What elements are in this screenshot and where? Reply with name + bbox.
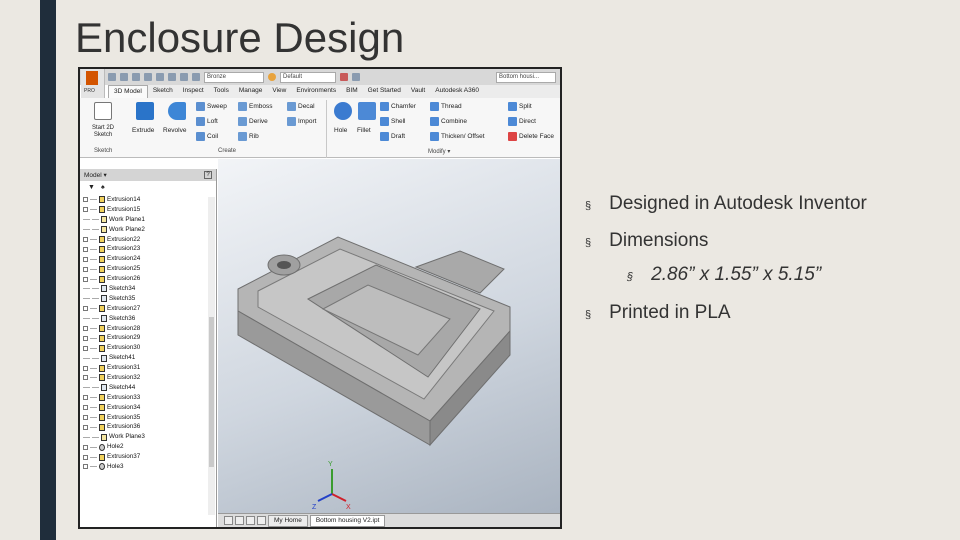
tree-item-label: Sketch35 [109, 294, 136, 302]
tree-item-label: Work Plane3 [109, 433, 145, 441]
decal-icon [287, 102, 296, 111]
browser-tree-item[interactable] [80, 195, 216, 205]
sketch-icon [101, 384, 107, 391]
bullet-marker: § [585, 309, 592, 321]
decal-label: Decal [298, 103, 315, 110]
browser-tree-item[interactable] [80, 462, 216, 472]
model-browser [80, 169, 217, 529]
extrude-icon[interactable] [136, 102, 154, 120]
find-icon[interactable]: ♠ [100, 184, 105, 191]
delete-face-label: Delete Face [519, 133, 555, 140]
rib-button[interactable] [238, 132, 259, 141]
tree-connector [92, 437, 99, 438]
start-sketch-button[interactable]: Start 2D Sketch [91, 125, 114, 138]
tree-item-label: Extrusion37 [107, 453, 141, 461]
tree-connector [90, 407, 97, 408]
tree-connector [83, 358, 90, 359]
tree-item-label: Extrusion23 [107, 245, 141, 253]
coil-icon [196, 132, 205, 141]
tree-item-label: Extrusion15 [107, 205, 141, 213]
bullet-item [585, 302, 731, 324]
appearance-dropdown[interactable]: Default [280, 72, 336, 83]
sub-bullet-item [627, 264, 821, 286]
browser-tree-item[interactable] [80, 264, 216, 274]
thicken-label: Thicken/ Offset [441, 133, 485, 140]
delete-face-icon [508, 132, 517, 141]
y-axis-label: Y [328, 461, 333, 468]
expand-toggle[interactable] [83, 395, 88, 400]
browser-tree-item[interactable] [80, 235, 216, 245]
emboss-button[interactable] [238, 102, 272, 111]
tab-bottom-housing[interactable]: Bottom housing V2.ipt [310, 515, 386, 527]
chamfer-icon [380, 102, 389, 111]
browser-tree-item[interactable] [80, 403, 216, 413]
x-axis-icon [332, 494, 346, 501]
z-axis-label: Z [312, 504, 317, 511]
expand-toggle[interactable] [83, 445, 88, 450]
x-axis-label: X [346, 504, 351, 511]
browser-toolbar [80, 181, 216, 195]
home-icon[interactable] [168, 73, 176, 81]
browser-scroll-thumb[interactable] [209, 317, 214, 467]
tree-connector [90, 417, 97, 418]
import-icon [287, 117, 296, 126]
derive-label: Derive [249, 118, 268, 125]
hole-icon[interactable] [334, 102, 352, 120]
tree-connector [90, 466, 97, 467]
tree-connector [90, 397, 97, 398]
hole-icon [99, 444, 105, 451]
loft-label: Loft [207, 118, 218, 125]
chamfer-button[interactable] [380, 102, 416, 111]
fillet-button[interactable]: Fillet [357, 127, 371, 134]
browser-tree-item[interactable] [80, 324, 216, 334]
shell-button[interactable] [380, 117, 405, 126]
draft-button[interactable] [380, 132, 405, 141]
tree-connector [83, 318, 90, 319]
tree-connector [90, 249, 97, 250]
tree-connector [90, 279, 97, 280]
tree-item-label: Extrusion34 [107, 403, 141, 411]
application-menu-button[interactable] [81, 69, 105, 99]
sketch-icon [101, 315, 107, 322]
revolve-icon[interactable] [168, 102, 186, 120]
tree-item-label: Sketch34 [109, 285, 136, 293]
material-dropdown[interactable]: Bronze [204, 72, 264, 83]
loft-button[interactable] [196, 117, 218, 126]
browser-tree-item[interactable] [80, 215, 216, 225]
browser-tree-item[interactable] [80, 244, 216, 254]
plane-icon [101, 216, 107, 223]
expand-toggle[interactable] [83, 306, 88, 311]
feature-icon [99, 424, 105, 431]
tree-connector [90, 239, 97, 240]
tree-item-label: Extrusion26 [107, 275, 141, 283]
tree-connector [92, 288, 99, 289]
tree-connector [90, 368, 97, 369]
sweep-icon [196, 102, 205, 111]
tree-item-label: Hole2 [107, 443, 124, 451]
hole-button[interactable]: Hole [334, 127, 348, 134]
feature-icon [99, 305, 105, 312]
inventor-logo-icon [86, 71, 98, 85]
tree-connector [92, 298, 99, 299]
expand-toggle[interactable] [83, 464, 88, 469]
tree-connector [90, 209, 97, 210]
expand-toggle[interactable] [83, 336, 88, 341]
tab-list-icon[interactable] [257, 516, 266, 525]
browser-tree-item[interactable] [80, 383, 216, 393]
tree-connector [92, 358, 99, 359]
ribbon-tab[interactable]: Manage [238, 87, 263, 94]
tree-connector [83, 387, 90, 388]
tree-connector [92, 219, 99, 220]
thread-button[interactable] [430, 102, 462, 111]
decal-button[interactable] [287, 102, 315, 111]
panel-separator [326, 100, 327, 158]
accent-bar [40, 0, 56, 540]
tree-connector [83, 288, 90, 289]
import-label: Import [298, 118, 317, 125]
tree-connector [90, 328, 97, 329]
tree-item-label: Extrusion30 [107, 344, 141, 352]
tree-item-label: Extrusion22 [107, 235, 141, 243]
browser-tree-item[interactable] [80, 432, 216, 442]
expand-toggle[interactable] [83, 375, 88, 380]
ribbon-tab[interactable]: Autodesk A360 [435, 87, 479, 94]
browser-tree-item[interactable] [80, 274, 216, 284]
delete-face-button[interactable] [508, 132, 554, 141]
combine-label: Combine [441, 118, 468, 125]
tree-item-label: Extrusion31 [107, 364, 141, 372]
browser-tree-item[interactable] [80, 393, 216, 403]
tree-connector [90, 338, 97, 339]
ribbon-tabs [108, 85, 560, 98]
browser-tree-item[interactable] [80, 205, 216, 215]
document-name: Bottom housi... [496, 72, 556, 83]
browser-tree-item[interactable] [80, 452, 216, 462]
sweep-label: Sweep [207, 103, 227, 110]
panel-label-create: Create [218, 148, 237, 154]
appearance-icon [268, 73, 276, 81]
tree-item-label: Extrusion36 [107, 423, 141, 431]
sketch-icon [101, 355, 107, 362]
split-label: Split [519, 103, 532, 110]
tree-item-label: Extrusion29 [107, 334, 141, 342]
expand-toggle[interactable] [83, 257, 88, 262]
feature-icon [99, 276, 105, 283]
split-icon [508, 102, 517, 111]
coil-button[interactable] [196, 132, 218, 141]
tree-item-label: Work Plane2 [109, 225, 145, 233]
ribbon-tab[interactable]: Vault [410, 87, 426, 94]
browser-title[interactable]: Model ▾ [84, 172, 107, 179]
browser-tree-item[interactable] [80, 254, 216, 264]
start-sketch-icon[interactable] [94, 102, 112, 120]
expand-toggle[interactable] [83, 425, 88, 430]
browser-scrollbar[interactable] [208, 197, 215, 515]
ribbon-tab[interactable]: Tools [213, 87, 229, 94]
browser-tree-item[interactable] [80, 343, 216, 353]
fillet-icon[interactable] [358, 102, 376, 120]
rib-icon [238, 132, 247, 141]
browser-tree-item[interactable] [80, 294, 216, 304]
graphics-viewport[interactable] [218, 159, 562, 515]
filter-icon[interactable]: ▼ [88, 184, 95, 191]
slide-title: Enclosure Design [75, 14, 405, 61]
direct-icon [508, 117, 517, 126]
feature-icon [99, 246, 105, 253]
new-icon[interactable] [108, 73, 116, 81]
draft-icon [380, 132, 389, 141]
ribbon-tab[interactable]: BIM [346, 87, 358, 94]
direct-label: Direct [519, 118, 536, 125]
browser-tree-item[interactable] [80, 353, 216, 363]
coil-label: Coil [207, 133, 219, 140]
ribbon-tab[interactable]: View [272, 87, 287, 94]
thread-label: Thread [441, 103, 462, 110]
feature-icon [99, 335, 105, 342]
browser-tree-item[interactable] [80, 413, 216, 423]
feature-icon [99, 404, 105, 411]
tree-connector [90, 199, 97, 200]
import-button[interactable] [287, 117, 316, 126]
browser-tree [80, 195, 216, 472]
combine-button[interactable] [430, 117, 467, 126]
thread-icon [430, 102, 439, 111]
feature-icon [99, 394, 105, 401]
chamfer-label: Chamfer [391, 103, 416, 110]
bullet-text: 2.86” x 1.55” x 5.15” [651, 264, 822, 285]
undo-icon[interactable] [144, 73, 152, 81]
combine-icon [430, 117, 439, 126]
tree-connector [83, 437, 90, 438]
emboss-icon [238, 102, 247, 111]
tree-item-label: Extrusion28 [107, 324, 141, 332]
open-icon[interactable] [120, 73, 128, 81]
expand-toggle[interactable] [83, 326, 88, 331]
bullet-text: Dimensions [609, 230, 709, 251]
shell-icon [380, 117, 389, 126]
bullet-item [585, 193, 867, 215]
expand-toggle[interactable] [83, 247, 88, 252]
panel-label-modify[interactable]: Modify ▾ [428, 149, 451, 155]
ribbon-panel [80, 98, 560, 158]
bullet-marker: § [585, 200, 592, 212]
revolve-button[interactable]: Revolve [163, 127, 187, 134]
boss-hole [277, 261, 291, 269]
tree-item-label: Extrusion27 [107, 304, 141, 312]
z-axis-icon [318, 494, 332, 501]
sketch-icon [101, 295, 107, 302]
expand-toggle[interactable] [83, 277, 88, 282]
feature-icon [99, 236, 105, 243]
sketch-icon [101, 285, 107, 292]
ribbon-tab[interactable]: Inspect [182, 87, 204, 94]
feature-icon [99, 206, 105, 213]
ribbon-tab[interactable]: Get Started [367, 87, 401, 94]
ribbon-tab[interactable]: Environments [296, 87, 337, 94]
browser-tree-item[interactable] [80, 225, 216, 235]
feature-icon [99, 196, 105, 203]
tree-connector [90, 427, 97, 428]
panel-label-sketch: Sketch [94, 148, 113, 154]
update-icon[interactable] [180, 73, 188, 81]
hole-icon [99, 463, 105, 470]
browser-header [80, 169, 216, 181]
tree-connector [90, 308, 97, 309]
tree-item-label: Extrusion24 [107, 255, 141, 263]
tree-connector [92, 229, 99, 230]
tab-nav-right[interactable] [235, 516, 244, 525]
tree-item-label: Extrusion33 [107, 393, 141, 401]
expand-toggle[interactable] [83, 455, 88, 460]
tree-connector [83, 298, 90, 299]
bullet-text: Designed in Autodesk Inventor [609, 193, 867, 214]
tree-connector [83, 219, 90, 220]
bullet-text: Printed in PLA [609, 302, 731, 323]
derive-icon [238, 117, 247, 126]
browser-help-button[interactable]: ? [204, 171, 212, 179]
expand-toggle[interactable] [83, 415, 88, 420]
expand-toggle[interactable] [83, 267, 88, 272]
expand-toggle[interactable] [83, 197, 88, 202]
tab-my-home[interactable]: My Home [268, 515, 308, 527]
shell-label: Shell [391, 118, 406, 125]
app-button-label: PRO [84, 88, 95, 94]
expand-toggle[interactable] [83, 207, 88, 212]
browser-tree-item[interactable] [80, 304, 216, 314]
direct-button[interactable] [508, 117, 536, 126]
draft-label: Draft [391, 133, 406, 140]
browser-tree-item[interactable] [80, 314, 216, 324]
tree-item-label: Sketch41 [109, 354, 136, 362]
tree-item-label: Sketch44 [109, 383, 136, 391]
sweep-button[interactable] [196, 102, 227, 111]
tree-connector [90, 377, 97, 378]
emboss-label: Emboss [249, 103, 273, 110]
feature-icon [99, 256, 105, 263]
loft-icon [196, 117, 205, 126]
thicken-offset-button[interactable] [430, 132, 485, 141]
derive-button[interactable] [238, 117, 268, 126]
select-icon[interactable] [192, 73, 200, 81]
enclosure-model [218, 159, 562, 515]
plane-icon [101, 434, 107, 441]
tree-connector [90, 457, 97, 458]
tree-connector [90, 447, 97, 448]
tree-item-label: Hole3 [107, 463, 124, 471]
clear-appearance-icon[interactable] [340, 73, 348, 81]
expand-toggle[interactable] [83, 366, 88, 371]
browser-tree-item[interactable] [80, 422, 216, 432]
tab-nav-left[interactable] [224, 516, 233, 525]
browser-tree-item[interactable] [80, 363, 216, 373]
feature-icon [99, 374, 105, 381]
ribbon-tab[interactable]: Sketch [152, 87, 173, 94]
expand-toggle[interactable] [83, 346, 88, 351]
feature-icon [99, 454, 105, 461]
quick-access-toolbar [80, 69, 560, 85]
tree-item-label: Extrusion32 [107, 374, 141, 382]
expand-toggle[interactable] [83, 237, 88, 242]
feature-icon [99, 365, 105, 372]
tree-connector [83, 229, 90, 230]
feature-icon [99, 325, 105, 332]
feature-icon [99, 345, 105, 352]
rib-label: Rib [249, 133, 259, 140]
bullet-marker: § [627, 271, 634, 283]
save-icon[interactable] [132, 73, 140, 81]
tree-item-label: Extrusion14 [107, 196, 141, 203]
split-button[interactable] [508, 102, 532, 111]
tree-item-label: Extrusion25 [107, 265, 141, 273]
browser-tree-item[interactable] [80, 284, 216, 294]
tree-item-label: Work Plane1 [109, 215, 145, 223]
redo-icon[interactable] [156, 73, 164, 81]
bullet-marker: § [585, 237, 592, 249]
tree-connector [90, 348, 97, 349]
tree-item-label: Extrusion35 [107, 413, 141, 421]
tree-item-label: Sketch36 [109, 314, 136, 322]
thicken-icon [430, 132, 439, 141]
browser-tree-item[interactable] [80, 442, 216, 452]
tree-connector [90, 269, 97, 270]
bullet-item [585, 230, 708, 252]
tree-connector [92, 387, 99, 388]
expand-toggle[interactable] [83, 405, 88, 410]
tree-connector [92, 318, 99, 319]
browser-tree-item[interactable] [80, 333, 216, 343]
tree-connector [90, 259, 97, 260]
extrude-button[interactable]: Extrude [132, 127, 155, 134]
plane-icon [101, 226, 107, 233]
tab-layout-icon[interactable] [246, 516, 255, 525]
browser-tree-item[interactable] [80, 373, 216, 383]
fx-icon[interactable] [352, 73, 360, 81]
inventor-screenshot [78, 67, 562, 529]
feature-icon [99, 266, 105, 273]
feature-icon [99, 414, 105, 421]
ribbon-tab[interactable]: 3D Model [108, 85, 148, 98]
document-tabs [218, 513, 562, 527]
